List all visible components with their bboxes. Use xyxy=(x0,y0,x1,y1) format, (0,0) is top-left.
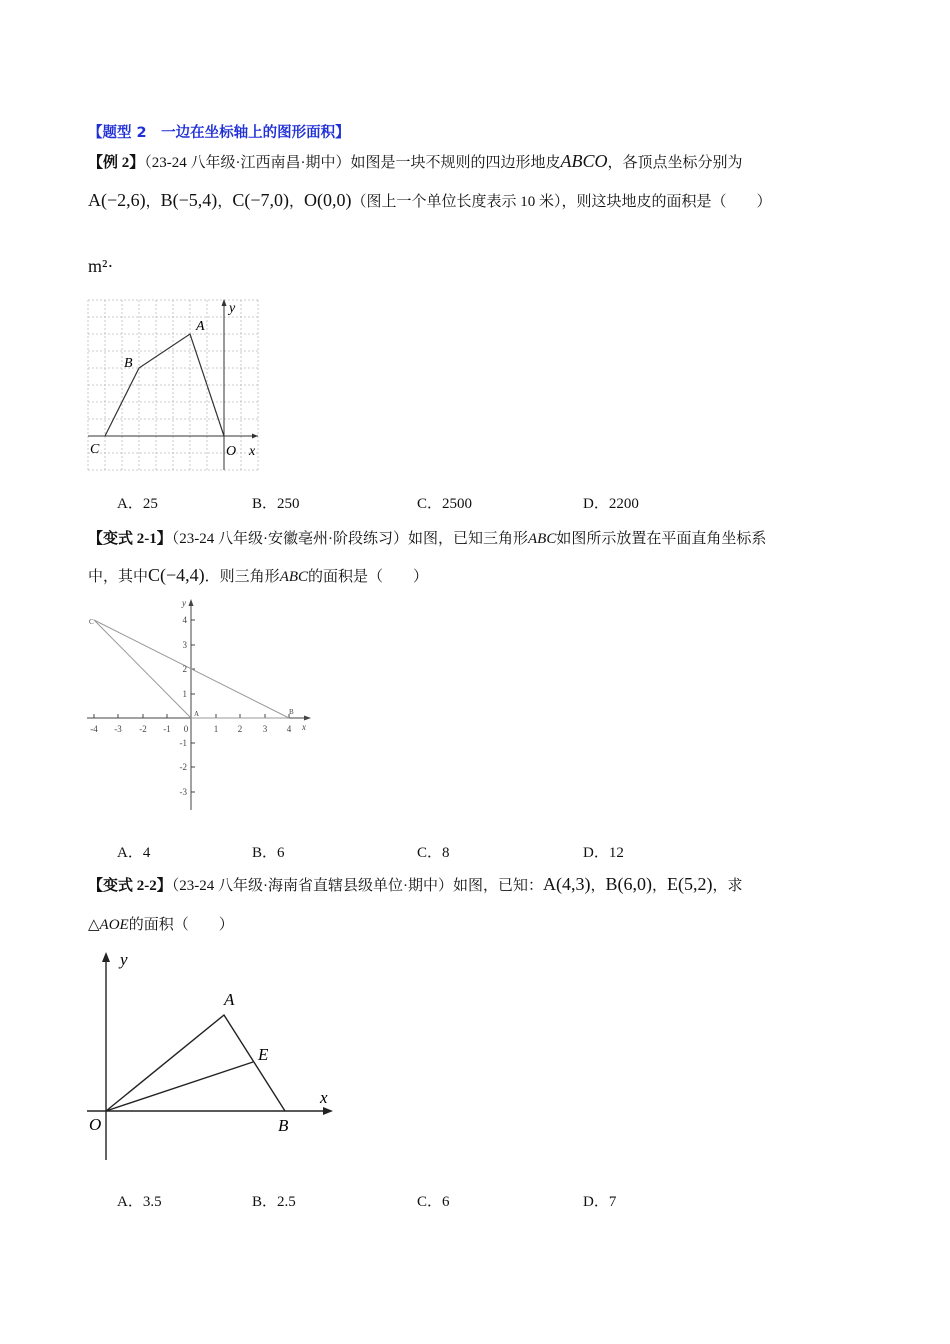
q2-line2-start: 中，其中 xyxy=(88,569,149,585)
q3-option-d-letter: D． xyxy=(583,1194,609,1210)
q2-ytick: 2 xyxy=(182,664,187,674)
q3-label-y: y xyxy=(120,950,128,969)
q2-option-c-letter: C． xyxy=(417,845,443,861)
q1-coord-tail: （图上一个单位长度表示 10 米），则这块地皮的面积是（ ） xyxy=(351,194,772,210)
q2-option-d-letter: D． xyxy=(583,845,609,861)
q1-shape: ABCO xyxy=(560,151,608,171)
q1-coord-c: C(−7,0) xyxy=(232,190,289,210)
q2-y-arrow xyxy=(189,599,194,606)
q2-xtick: -1 xyxy=(163,724,171,734)
q3-text-after: ，求 xyxy=(712,878,743,894)
q2-source: （23-24 八年级·安徽亳州·阶段练习）如图，已知三角形 xyxy=(171,531,528,547)
q2-line2-mid: ．则三角形 xyxy=(204,569,280,585)
q2-option-c-value: 8 xyxy=(442,845,450,861)
q1-option-b-value: 250 xyxy=(277,496,300,512)
q1-option-d-letter: D． xyxy=(583,496,609,512)
q3-label-a: A xyxy=(224,990,235,1009)
q2-label-a: A xyxy=(194,710,200,718)
q3-option-d[interactable] xyxy=(583,1190,616,1211)
q3-line2 xyxy=(88,913,234,934)
q3-label-o: O xyxy=(89,1115,102,1134)
q2-xtick: 2 xyxy=(237,724,243,734)
q3-option-c-letter: C． xyxy=(417,1194,443,1210)
q3-triangle-name: △AOE xyxy=(88,917,129,933)
q1-option-d[interactable] xyxy=(583,492,639,513)
q1-option-c-value: 2500 xyxy=(442,496,473,512)
q3-segment-oe xyxy=(106,1062,253,1111)
q2-ytick: -1 xyxy=(179,738,187,748)
q2-xtick: 1 xyxy=(213,724,219,734)
q2-xtick: 4 xyxy=(286,724,292,734)
q3-label-e: E xyxy=(258,1045,269,1064)
q2-coord-c: C(−4,4) xyxy=(148,565,205,585)
q3-coord-a: A(4,3) xyxy=(543,874,591,894)
q3-coord-b: B(6,0) xyxy=(605,874,653,894)
q2-line1 xyxy=(88,527,766,548)
q2-text-after: 如图所示放置在平面直角坐标系 xyxy=(556,531,767,547)
q2-xtick: -3 xyxy=(114,724,122,734)
q1-label-y: y xyxy=(229,301,236,316)
q2-shape: ABC xyxy=(528,531,557,547)
q3-option-c-value: 6 xyxy=(442,1194,450,1210)
q2-option-b[interactable] xyxy=(252,841,285,862)
q1-tag: 【例 2】 xyxy=(88,155,145,171)
q2-option-a[interactable] xyxy=(117,841,150,862)
q1-option-c[interactable] xyxy=(417,492,472,513)
q3-option-d-value: 7 xyxy=(608,1194,617,1210)
q2-line2-end: 的面积是（ ） xyxy=(308,569,429,585)
q1-source: （23-24 八年级·江西南昌·期中）如图是一块不规则的四边形地皮 xyxy=(144,155,561,171)
q2-y-tick-labels xyxy=(180,615,188,797)
q1-coord-o: O(0,0) xyxy=(304,190,352,210)
q3-label-x: x xyxy=(320,1088,328,1107)
q3-option-c[interactable] xyxy=(417,1190,450,1211)
q1-x-arrow xyxy=(252,434,258,439)
q1-label-c: C xyxy=(90,442,100,457)
q2-label-y: y xyxy=(182,598,186,608)
q1-option-a-letter: A． xyxy=(117,496,143,512)
q3-option-b-value: 2.5 xyxy=(277,1194,296,1210)
q2-shape2: ABC xyxy=(279,569,309,585)
q1-label-x: x xyxy=(249,444,256,459)
q1-option-d-value: 2200 xyxy=(608,496,639,512)
q1-label-b: B xyxy=(124,356,133,371)
q1-coord-a: A(−2,6) xyxy=(88,190,146,210)
q2-ytick: -3 xyxy=(179,787,187,797)
q3-option-a-letter: A． xyxy=(117,1194,143,1210)
q2-xtick: 3 xyxy=(262,724,268,734)
q3-tag: 【变式 2-2】 xyxy=(88,878,172,894)
q2-line2 xyxy=(88,565,428,586)
q1-line1 xyxy=(88,151,743,172)
q3-y-arrow xyxy=(102,952,110,962)
q2-ytick: 4 xyxy=(182,615,187,625)
q1-figure xyxy=(86,298,261,473)
q2-label-x: x xyxy=(302,722,306,732)
q3-line1: 【变式 2-2】（23-24 八年级·海南省直辖县级单位·期中）如图，已知：A(4,3)，B(6,0)，E(5,2)，求 xyxy=(88,874,743,894)
q2-xtick: -2 xyxy=(139,724,147,734)
q1-option-a[interactable] xyxy=(117,492,158,513)
q2-x-arrow xyxy=(304,716,311,721)
q1-label-o: O xyxy=(226,444,237,459)
q2-ytick: 3 xyxy=(182,640,187,650)
q2-label-c: C xyxy=(89,618,94,626)
q2-xtick: 0 xyxy=(183,724,189,734)
q1-unit: m²· xyxy=(88,256,114,276)
q2-option-b-value: 6 xyxy=(277,845,285,861)
q2-option-d-value: 12 xyxy=(608,845,624,861)
q3-option-a[interactable] xyxy=(117,1190,162,1211)
q2-tag: 【变式 2-1】 xyxy=(88,531,172,547)
q2-option-d[interactable] xyxy=(583,841,624,862)
q2-option-a-letter: A． xyxy=(117,845,143,861)
q1-coord-b: B(−5,4) xyxy=(160,190,218,210)
q2-option-c[interactable] xyxy=(417,841,450,862)
q2-option-a-value: 4 xyxy=(142,845,151,861)
q1-option-b-letter: B． xyxy=(252,496,278,512)
q1-option-b[interactable] xyxy=(252,492,300,513)
q1-option-a-value: 25 xyxy=(142,496,158,512)
q1-text-after: ，各顶点坐标分别为 xyxy=(607,155,743,171)
q2-label-b: B xyxy=(289,708,294,716)
q3-option-b-letter: B． xyxy=(252,1194,278,1210)
q1-line2: A(−2,6)，B(−5,4)，C(−7,0)，O(0,0)（图上一个单位长度表示 10 米），则这块地皮的面积是（ ） xyxy=(88,190,772,210)
q2-option-b-letter: B． xyxy=(252,845,278,861)
q2-ytick: -2 xyxy=(179,762,187,772)
section-heading: 【题型 2 一边在坐标轴上的图形面积】 xyxy=(88,125,350,141)
q3-source: （23-24 八年级·海南省直辖县级单位·期中）如图，已知： xyxy=(171,878,543,894)
q3-x-arrow xyxy=(323,1107,333,1115)
q1-label-a: A xyxy=(196,319,205,334)
q3-option-a-value: 3.5 xyxy=(142,1194,162,1210)
q3-option-b[interactable] xyxy=(252,1190,296,1211)
q3-label-b: B xyxy=(278,1116,289,1135)
q3-line2-end: 的面积（ ） xyxy=(128,917,234,933)
q1-option-c-letter: C． xyxy=(417,496,443,512)
q3-figure xyxy=(85,945,345,1170)
q2-ytick: 1 xyxy=(182,689,187,699)
q2-figure xyxy=(85,596,325,816)
q3-coord-e: E(5,2) xyxy=(667,874,713,894)
q2-xtick: -4 xyxy=(90,724,98,734)
